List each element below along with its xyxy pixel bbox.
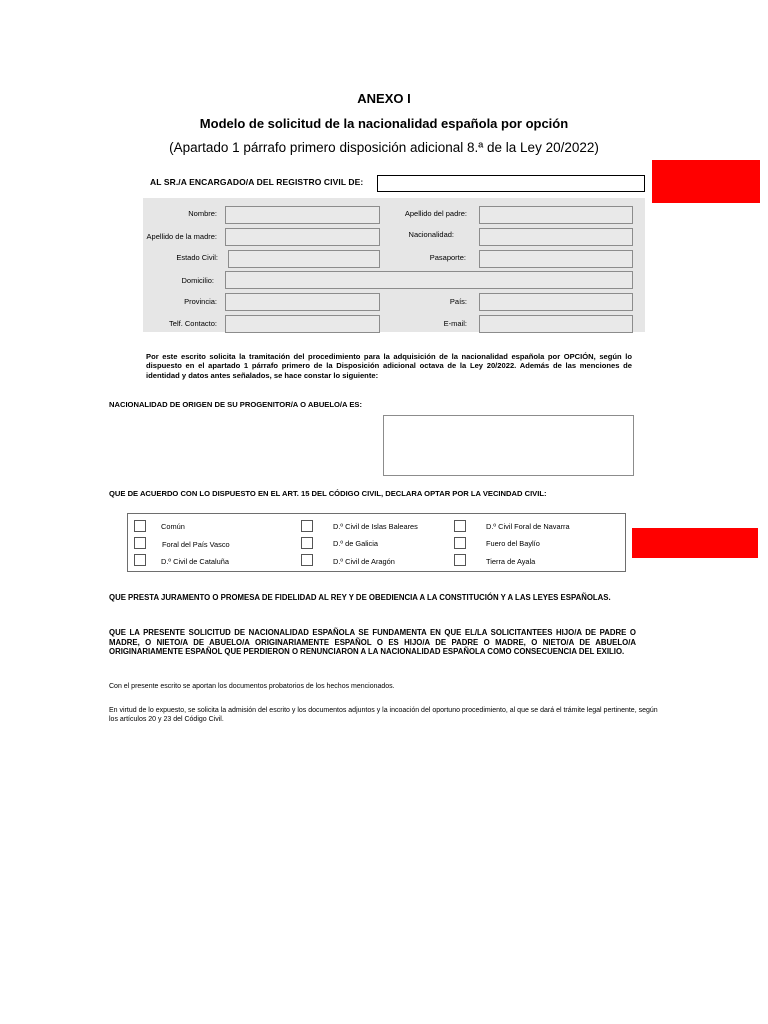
estado-civil-field[interactable] xyxy=(228,250,380,268)
option-label-navarra: D.º Civil Foral de Navarra xyxy=(486,522,570,531)
provincia-field[interactable] xyxy=(225,293,380,311)
option-label-islas-baleares: D.º Civil de Islas Baleares xyxy=(333,522,418,531)
apellido-madre-field[interactable] xyxy=(225,228,380,246)
checkbox-islas-baleares[interactable] xyxy=(301,520,313,532)
pais-field[interactable] xyxy=(479,293,633,311)
provincia-label: Provincia: xyxy=(184,297,217,306)
checkbox-aragon[interactable] xyxy=(301,554,313,566)
option-label-pais-vasco: Foral del País Vasco xyxy=(162,540,230,549)
fundamento-paragraph: QUE LA PRESENTE SOLICITUD DE NACIONALIDAD ESPAÑOLA SE FUNDAMENTA EN QUE EL/LA SOLICITANTEES HIJO/A DE PADRE O MADRE, O NIETO/A DE ABUELO/A ORIGINARIAMENTE ESPAÑOL O ES HIJO/A DE PADRE O MADRE, O NIETO/A DE ABUELO/A ORIGINARIAMENTE ESPAÑOL QUE PERDIERON O RENUNCIARON A LA NACIONALIDAD ESPAÑOLA COMO CONSECUENCIA DEL EXILIO. xyxy=(109,628,636,657)
intro-paragraph: Por este escrito solicita la tramitación del procedimiento para la adquisición de la nacionalidad española por OPCIÓN, según lo dispuesto en el apartado 1 párrafo primero de la Disposición adicional octava de la Ley 20/2022. Además de las menciones de identidad y datos antes señalados, se hace constar lo siguiente: xyxy=(146,352,632,380)
pasaporte-label: Pasaporte: xyxy=(429,253,466,262)
nacionalidad-label: Nacionalidad: xyxy=(408,230,454,239)
nombre-label: Nombre: xyxy=(188,209,217,218)
option-label-galicia: D.º de Galicia xyxy=(333,539,379,548)
documentos-paragraph: Con el presente escrito se aportan los documentos probatorios de los hechos mencionados. xyxy=(109,683,395,690)
option-label-ayala: Tierra de Ayala xyxy=(486,557,536,566)
telefono-label: Telf. Contacto: xyxy=(169,319,217,328)
option-label-aragon: D.º Civil de Aragón xyxy=(333,557,395,566)
estado-civil-label: Estado Civil: xyxy=(176,253,218,262)
domicilio-field[interactable] xyxy=(225,271,633,289)
checkbox-ayala[interactable] xyxy=(454,554,466,566)
checkbox-cataluna[interactable] xyxy=(134,554,146,566)
origen-field[interactable] xyxy=(383,415,634,476)
apellido-padre-field[interactable] xyxy=(479,206,633,224)
virtud-paragraph: En virtud de lo expuesto, se solicita la admisión del escrito y los documentos adjuntos y la incoación del oportuno procedimiento, al que se dará el trámite legal pertinente, según los artículos 20 y 23 del Código Civil. xyxy=(109,707,658,724)
checkbox-baylio[interactable] xyxy=(454,537,466,549)
origen-title: NACIONALIDAD DE ORIGEN DE SU PROGENITOR/A O ABUELO/A ES: xyxy=(109,400,362,409)
email-field[interactable] xyxy=(479,315,633,333)
vecindad-title: QUE DE ACUERDO CON LO DISPUESTO EN EL ART. 15 DEL CÓDIGO CIVIL, DECLARA OPTAR POR LA VECINDAD CIVIL: xyxy=(109,489,547,498)
pasaporte-field[interactable] xyxy=(479,250,633,268)
checkbox-pais-vasco[interactable] xyxy=(134,537,146,549)
checkbox-comun[interactable] xyxy=(134,520,146,532)
red-block-top xyxy=(652,160,760,203)
checkbox-navarra[interactable] xyxy=(454,520,466,532)
apellido-padre-label: Apellido del padre: xyxy=(404,209,467,218)
option-label-comun: Común xyxy=(161,522,185,531)
apellido-madre-label: Apellido de la madre: xyxy=(146,232,217,241)
registro-civil-field[interactable] xyxy=(377,175,645,192)
email-label: E-mail: xyxy=(443,319,467,328)
form-subtitle: (Apartado 1 párrafo primero disposición adicional 8.ª de la Ley 20/2022) xyxy=(169,140,599,155)
nacionalidad-field[interactable] xyxy=(479,228,633,246)
option-label-cataluna: D.º Civil de Cataluña xyxy=(161,557,230,566)
nombre-field[interactable] xyxy=(225,206,380,224)
form-title: Modelo de solicitud de la nacionalidad española por opción xyxy=(199,116,569,131)
domicilio-label: Domicilio: xyxy=(181,276,214,285)
red-block-middle xyxy=(632,528,758,558)
option-label-baylio: Fuero del Baylío xyxy=(486,539,540,548)
registro-civil-label: AL SR./A ENCARGADO/A DEL REGISTRO CIVIL DE: xyxy=(150,177,364,187)
juramento-paragraph: QUE PRESTA JURAMENTO O PROMESA DE FIDELIDAD AL REY Y DE OBEDIENCIA A LA CONSTITUCIÓN Y A LAS LEYES ESPAÑOLAS. xyxy=(109,593,611,602)
pais-label: País: xyxy=(449,297,467,306)
annex-title: ANEXO I xyxy=(357,91,411,106)
telefono-field[interactable] xyxy=(225,315,380,333)
checkbox-galicia[interactable] xyxy=(301,537,313,549)
